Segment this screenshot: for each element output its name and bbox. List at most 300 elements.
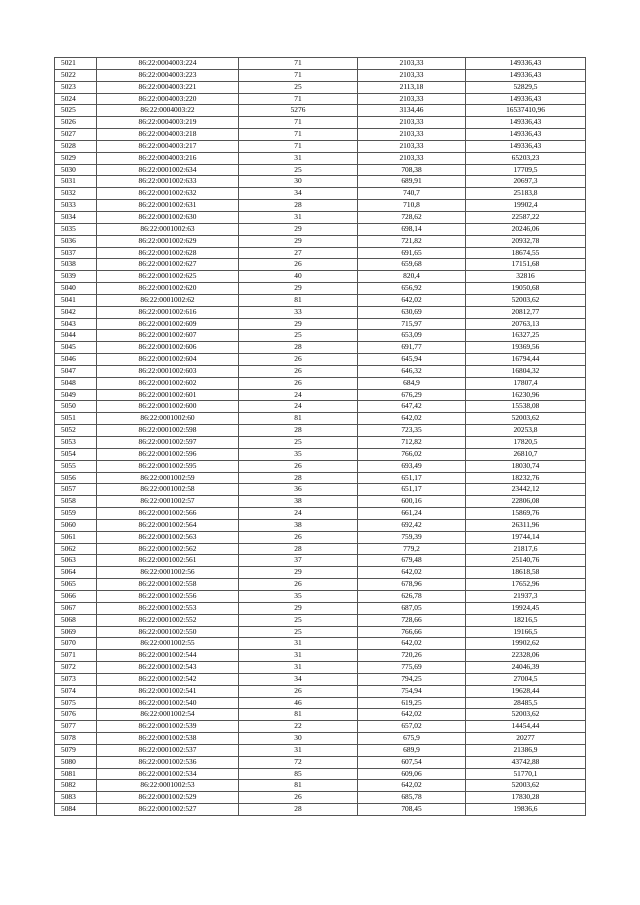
row-number: 5076 <box>55 709 97 721</box>
cadastral-number: 86:22:0001002:596 <box>97 448 239 460</box>
table-row <box>55 650 586 662</box>
cadastral-number: 86:22:0001002:529 <box>97 792 239 804</box>
cadastral-number: 86:22:0001002:627 <box>97 259 239 271</box>
cadastral-value: 21386,9 <box>466 744 586 756</box>
cadastral-value: 15538,08 <box>466 401 586 413</box>
cadastral-number: 86:22:0001002:607 <box>97 330 239 342</box>
area: 26 <box>239 365 358 377</box>
area: 81 <box>239 709 358 721</box>
cadastral-value: 18618,58 <box>466 567 586 579</box>
area: 34 <box>239 188 358 200</box>
cadastral-number: 86:22:0001002:556 <box>97 590 239 602</box>
row-number: 5022 <box>55 69 97 81</box>
area: 26 <box>239 354 358 366</box>
row-number: 5071 <box>55 650 97 662</box>
table-row <box>55 531 586 543</box>
unit-value: 692,42 <box>358 519 466 531</box>
area: 81 <box>239 294 358 306</box>
unit-value: 642,02 <box>358 567 466 579</box>
unit-value: 2113,18 <box>358 81 466 93</box>
cadastral-number: 86:22:0001002:563 <box>97 531 239 543</box>
cadastral-number: 86:22:0001002:544 <box>97 650 239 662</box>
row-number: 5082 <box>55 780 97 792</box>
row-number: 5078 <box>55 733 97 745</box>
table-row <box>55 425 586 437</box>
unit-value: 642,02 <box>358 294 466 306</box>
cadastral-value: 22328,06 <box>466 650 586 662</box>
table-row <box>55 614 586 626</box>
cadastral-number: 86:22:0001002:566 <box>97 508 239 520</box>
cadastral-number: 86:22:0001002:634 <box>97 164 239 176</box>
cadastral-number: 86:22:0004003:217 <box>97 140 239 152</box>
cadastral-value: 17652,96 <box>466 579 586 591</box>
row-number: 5065 <box>55 579 97 591</box>
cadastral-value: 52003,62 <box>466 780 586 792</box>
cadastral-number: 86:22:0001002:550 <box>97 626 239 638</box>
cadastral-number: 86:22:0001002:552 <box>97 614 239 626</box>
area: 22 <box>239 721 358 733</box>
area: 28 <box>239 804 358 816</box>
row-number: 5052 <box>55 425 97 437</box>
unit-value: 642,02 <box>358 413 466 425</box>
cadastral-number: 86:22:0001002:53 <box>97 780 239 792</box>
cadastral-value: 23442,12 <box>466 484 586 496</box>
table-row <box>55 685 586 697</box>
area: 71 <box>239 58 358 70</box>
unit-value: 720,26 <box>358 650 466 662</box>
table-row <box>55 235 586 247</box>
unit-value: 642,02 <box>358 780 466 792</box>
cadastral-number: 86:22:0004003:219 <box>97 117 239 129</box>
unit-value: 684,9 <box>358 377 466 389</box>
unit-value: 651,17 <box>358 484 466 496</box>
cadastral-value: 149336,43 <box>466 129 586 141</box>
table-row <box>55 673 586 685</box>
table-row <box>55 105 586 117</box>
table-row <box>55 744 586 756</box>
area: 31 <box>239 744 358 756</box>
cadastral-number: 86:22:0001002:604 <box>97 354 239 366</box>
unit-value: 646,32 <box>358 365 466 377</box>
table-row <box>55 579 586 591</box>
cadastral-number: 86:22:0001002:537 <box>97 744 239 756</box>
unit-value: 715,97 <box>358 318 466 330</box>
cadastral-number: 86:22:0001002:540 <box>97 697 239 709</box>
table-row <box>55 768 586 780</box>
table-row <box>55 152 586 164</box>
area: 25 <box>239 437 358 449</box>
row-number: 5079 <box>55 744 97 756</box>
unit-value: 759,39 <box>358 531 466 543</box>
cadastral-value: 26311,96 <box>466 519 586 531</box>
cadastral-value: 20277 <box>466 733 586 745</box>
table-row <box>55 306 586 318</box>
table-row <box>55 401 586 413</box>
cadastral-value: 51770,1 <box>466 768 586 780</box>
unit-value: 609,06 <box>358 768 466 780</box>
unit-value: 708,38 <box>358 164 466 176</box>
row-number: 5067 <box>55 602 97 614</box>
cadastral-number: 86:22:0001002:609 <box>97 318 239 330</box>
area: 28 <box>239 472 358 484</box>
table-row <box>55 330 586 342</box>
table-row <box>55 519 586 531</box>
cadastral-number: 86:22:0001002:561 <box>97 555 239 567</box>
cadastral-number: 86:22:0001002:598 <box>97 425 239 437</box>
table-row <box>55 247 586 259</box>
row-number: 5066 <box>55 590 97 602</box>
row-number: 5075 <box>55 697 97 709</box>
row-number: 5054 <box>55 448 97 460</box>
cadastral-value: 16327,25 <box>466 330 586 342</box>
table-row <box>55 318 586 330</box>
cadastral-value: 20763,13 <box>466 318 586 330</box>
cadastral-number: 86:22:0001002:541 <box>97 685 239 697</box>
unit-value: 2103,33 <box>358 129 466 141</box>
unit-value: 691,77 <box>358 342 466 354</box>
cadastral-number: 86:22:0001002:539 <box>97 721 239 733</box>
unit-value: 642,02 <box>358 638 466 650</box>
cadastral-number: 86:22:0004003:216 <box>97 152 239 164</box>
unit-value: 723,35 <box>358 425 466 437</box>
row-number: 5038 <box>55 259 97 271</box>
cadastral-value: 21937,3 <box>466 590 586 602</box>
table-row <box>55 129 586 141</box>
area: 28 <box>239 425 358 437</box>
cadastral-value: 19050,68 <box>466 283 586 295</box>
unit-value: 728,62 <box>358 211 466 223</box>
cadastral-number: 86:22:0001002:564 <box>97 519 239 531</box>
area: 35 <box>239 590 358 602</box>
cadastral-value: 52003,62 <box>466 709 586 721</box>
area: 33 <box>239 306 358 318</box>
table-row <box>55 69 586 81</box>
cadastral-number: 86:22:0001002:60 <box>97 413 239 425</box>
cadastral-value: 19744,14 <box>466 531 586 543</box>
row-number: 5025 <box>55 105 97 117</box>
area: 29 <box>239 318 358 330</box>
cadastral-value: 52003,62 <box>466 294 586 306</box>
area: 5276 <box>239 105 358 117</box>
unit-value: 685,78 <box>358 792 466 804</box>
table-row <box>55 590 586 602</box>
cadastral-value: 22587,22 <box>466 211 586 223</box>
unit-value: 647,42 <box>358 401 466 413</box>
row-number: 5081 <box>55 768 97 780</box>
unit-value: 740,7 <box>358 188 466 200</box>
unit-value: 678,96 <box>358 579 466 591</box>
unit-value: 710,8 <box>358 200 466 212</box>
area: 28 <box>239 543 358 555</box>
row-number: 5042 <box>55 306 97 318</box>
table-row <box>55 780 586 792</box>
unit-value: 691,65 <box>358 247 466 259</box>
table-row <box>55 81 586 93</box>
cadastral-value: 18232,76 <box>466 472 586 484</box>
table-row <box>55 792 586 804</box>
cadastral-value: 16537410,96 <box>466 105 586 117</box>
area: 25 <box>239 614 358 626</box>
table-row <box>55 117 586 129</box>
cadastral-number: 86:22:0001002:558 <box>97 579 239 591</box>
unit-value: 3134,46 <box>358 105 466 117</box>
cadastral-value: 19902,4 <box>466 200 586 212</box>
area: 81 <box>239 780 358 792</box>
area: 71 <box>239 140 358 152</box>
area: 30 <box>239 176 358 188</box>
row-number: 5037 <box>55 247 97 259</box>
cadastral-number: 86:22:0004003:22 <box>97 105 239 117</box>
unit-value: 689,9 <box>358 744 466 756</box>
cadastral-number: 86:22:0001002:632 <box>97 188 239 200</box>
row-number: 5023 <box>55 81 97 93</box>
row-number: 5033 <box>55 200 97 212</box>
row-number: 5049 <box>55 389 97 401</box>
cadastral-number: 86:22:0001002:595 <box>97 460 239 472</box>
cadastral-value: 19628,44 <box>466 685 586 697</box>
unit-value: 645,94 <box>358 354 466 366</box>
table-row <box>55 448 586 460</box>
cadastral-number: 86:22:0001002:625 <box>97 271 239 283</box>
cadastral-value: 17709,5 <box>466 164 586 176</box>
row-number: 5084 <box>55 804 97 816</box>
row-number: 5058 <box>55 496 97 508</box>
table-row <box>55 733 586 745</box>
row-number: 5069 <box>55 626 97 638</box>
unit-value: 656,92 <box>358 283 466 295</box>
table-row <box>55 365 586 377</box>
cadastral-number: 86:22:0004003:224 <box>97 58 239 70</box>
unit-value: 661,24 <box>358 508 466 520</box>
table-row <box>55 496 586 508</box>
cadastral-value: 18216,5 <box>466 614 586 626</box>
area: 40 <box>239 271 358 283</box>
area: 71 <box>239 129 358 141</box>
unit-value: 653,09 <box>358 330 466 342</box>
area: 30 <box>239 733 358 745</box>
area: 31 <box>239 152 358 164</box>
unit-value: 775,69 <box>358 662 466 674</box>
cadastral-number: 86:22:0004003:220 <box>97 93 239 105</box>
table-row <box>55 294 586 306</box>
row-number: 5047 <box>55 365 97 377</box>
cadastral-value-table <box>54 57 586 816</box>
area: 26 <box>239 531 358 543</box>
area: 24 <box>239 508 358 520</box>
table-row <box>55 697 586 709</box>
area: 28 <box>239 342 358 354</box>
table-row <box>55 508 586 520</box>
row-number: 5040 <box>55 283 97 295</box>
row-number: 5036 <box>55 235 97 247</box>
row-number: 5043 <box>55 318 97 330</box>
area: 26 <box>239 460 358 472</box>
cadastral-number: 86:22:0001002:602 <box>97 377 239 389</box>
area: 81 <box>239 413 358 425</box>
area: 37 <box>239 555 358 567</box>
table-body <box>55 58 586 816</box>
table-row <box>55 555 586 567</box>
unit-value: 712,82 <box>358 437 466 449</box>
area: 71 <box>239 117 358 129</box>
cadastral-number: 86:22:0001002:543 <box>97 662 239 674</box>
table-row <box>55 721 586 733</box>
cadastral-number: 86:22:0001002:606 <box>97 342 239 354</box>
table-row <box>55 283 586 295</box>
table-row <box>55 259 586 271</box>
unit-value: 676,29 <box>358 389 466 401</box>
cadastral-value: 15869,76 <box>466 508 586 520</box>
unit-value: 2103,33 <box>358 140 466 152</box>
cadastral-number: 86:22:0001002:57 <box>97 496 239 508</box>
row-number: 5051 <box>55 413 97 425</box>
row-number: 5034 <box>55 211 97 223</box>
cadastral-value: 19369,56 <box>466 342 586 354</box>
table-row <box>55 413 586 425</box>
area: 31 <box>239 638 358 650</box>
unit-value: 693,49 <box>358 460 466 472</box>
row-number: 5045 <box>55 342 97 354</box>
area: 25 <box>239 626 358 638</box>
row-number: 5060 <box>55 519 97 531</box>
unit-value: 687,05 <box>358 602 466 614</box>
area: 29 <box>239 602 358 614</box>
cadastral-value: 26810,7 <box>466 448 586 460</box>
cadastral-value: 19924,45 <box>466 602 586 614</box>
cadastral-number: 86:22:0001002:56 <box>97 567 239 579</box>
row-number: 5029 <box>55 152 97 164</box>
cadastral-number: 86:22:0001002:55 <box>97 638 239 650</box>
row-number: 5061 <box>55 531 97 543</box>
row-number: 5030 <box>55 164 97 176</box>
unit-value: 679,48 <box>358 555 466 567</box>
area: 31 <box>239 650 358 662</box>
cadastral-number: 86:22:0001002:63 <box>97 223 239 235</box>
cadastral-value: 16230,96 <box>466 389 586 401</box>
cadastral-value: 149336,43 <box>466 58 586 70</box>
unit-value: 779,2 <box>358 543 466 555</box>
area: 26 <box>239 259 358 271</box>
table-row <box>55 709 586 721</box>
cadastral-number: 86:22:0001002:553 <box>97 602 239 614</box>
area: 38 <box>239 496 358 508</box>
row-number: 5032 <box>55 188 97 200</box>
cadastral-value: 22806,08 <box>466 496 586 508</box>
area: 29 <box>239 283 358 295</box>
unit-value: 754,94 <box>358 685 466 697</box>
cadastral-value: 17830,28 <box>466 792 586 804</box>
table-row <box>55 354 586 366</box>
cadastral-value: 32816 <box>466 271 586 283</box>
cadastral-number: 86:22:0001002:538 <box>97 733 239 745</box>
cadastral-number: 86:22:0001002:542 <box>97 673 239 685</box>
area: 25 <box>239 81 358 93</box>
unit-value: 2103,33 <box>358 152 466 164</box>
row-number: 5059 <box>55 508 97 520</box>
table-row <box>55 756 586 768</box>
table-row <box>55 460 586 472</box>
cadastral-value: 20812,77 <box>466 306 586 318</box>
unit-value: 708,45 <box>358 804 466 816</box>
cadastral-value: 24046,39 <box>466 662 586 674</box>
cadastral-value: 43742,88 <box>466 756 586 768</box>
cadastral-value: 17807,4 <box>466 377 586 389</box>
table-row <box>55 211 586 223</box>
cadastral-value: 149336,43 <box>466 69 586 81</box>
area: 26 <box>239 579 358 591</box>
table-row <box>55 140 586 152</box>
table-row <box>55 484 586 496</box>
area: 24 <box>239 389 358 401</box>
table-row <box>55 377 586 389</box>
cadastral-number: 86:22:0001002:629 <box>97 235 239 247</box>
row-number: 5044 <box>55 330 97 342</box>
row-number: 5053 <box>55 437 97 449</box>
unit-value: 766,02 <box>358 448 466 460</box>
cadastral-number: 86:22:0001002:616 <box>97 306 239 318</box>
cadastral-number: 86:22:0001002:54 <box>97 709 239 721</box>
cadastral-value: 65203,23 <box>466 152 586 164</box>
unit-value: 2103,33 <box>358 58 466 70</box>
cadastral-value: 18674,55 <box>466 247 586 259</box>
unit-value: 2103,33 <box>358 117 466 129</box>
unit-value: 2103,33 <box>358 69 466 81</box>
cadastral-value: 27004,5 <box>466 673 586 685</box>
cadastral-value: 52829,5 <box>466 81 586 93</box>
cadastral-value: 149336,43 <box>466 140 586 152</box>
unit-value: 619,25 <box>358 697 466 709</box>
cadastral-value: 25183,8 <box>466 188 586 200</box>
row-number: 5063 <box>55 555 97 567</box>
area: 25 <box>239 330 358 342</box>
table-row <box>55 93 586 105</box>
table-row <box>55 188 586 200</box>
cadastral-value: 149336,43 <box>466 93 586 105</box>
cadastral-value: 52003,62 <box>466 413 586 425</box>
cadastral-number: 86:22:0001002:534 <box>97 768 239 780</box>
cadastral-number: 86:22:0001002:597 <box>97 437 239 449</box>
row-number: 5077 <box>55 721 97 733</box>
unit-value: 675,9 <box>358 733 466 745</box>
cadastral-value: 17151,68 <box>466 259 586 271</box>
row-number: 5070 <box>55 638 97 650</box>
row-number: 5031 <box>55 176 97 188</box>
cadastral-number: 86:22:0004003:218 <box>97 129 239 141</box>
area: 25 <box>239 164 358 176</box>
table-row <box>55 567 586 579</box>
table-row <box>55 223 586 235</box>
area: 26 <box>239 377 358 389</box>
row-number: 5056 <box>55 472 97 484</box>
cadastral-number: 86:22:0001002:536 <box>97 756 239 768</box>
cadastral-number: 86:22:0001002:633 <box>97 176 239 188</box>
area: 71 <box>239 69 358 81</box>
area: 29 <box>239 567 358 579</box>
unit-value: 721,82 <box>358 235 466 247</box>
cadastral-value: 17820,5 <box>466 437 586 449</box>
unit-value: 698,14 <box>358 223 466 235</box>
cadastral-value: 19836,6 <box>466 804 586 816</box>
unit-value: 659,68 <box>358 259 466 271</box>
row-number: 5064 <box>55 567 97 579</box>
cadastral-value: 20246,06 <box>466 223 586 235</box>
area: 34 <box>239 673 358 685</box>
area: 46 <box>239 697 358 709</box>
unit-value: 766,66 <box>358 626 466 638</box>
unit-value: 657,02 <box>358 721 466 733</box>
cadastral-number: 86:22:0001002:630 <box>97 211 239 223</box>
row-number: 5027 <box>55 129 97 141</box>
